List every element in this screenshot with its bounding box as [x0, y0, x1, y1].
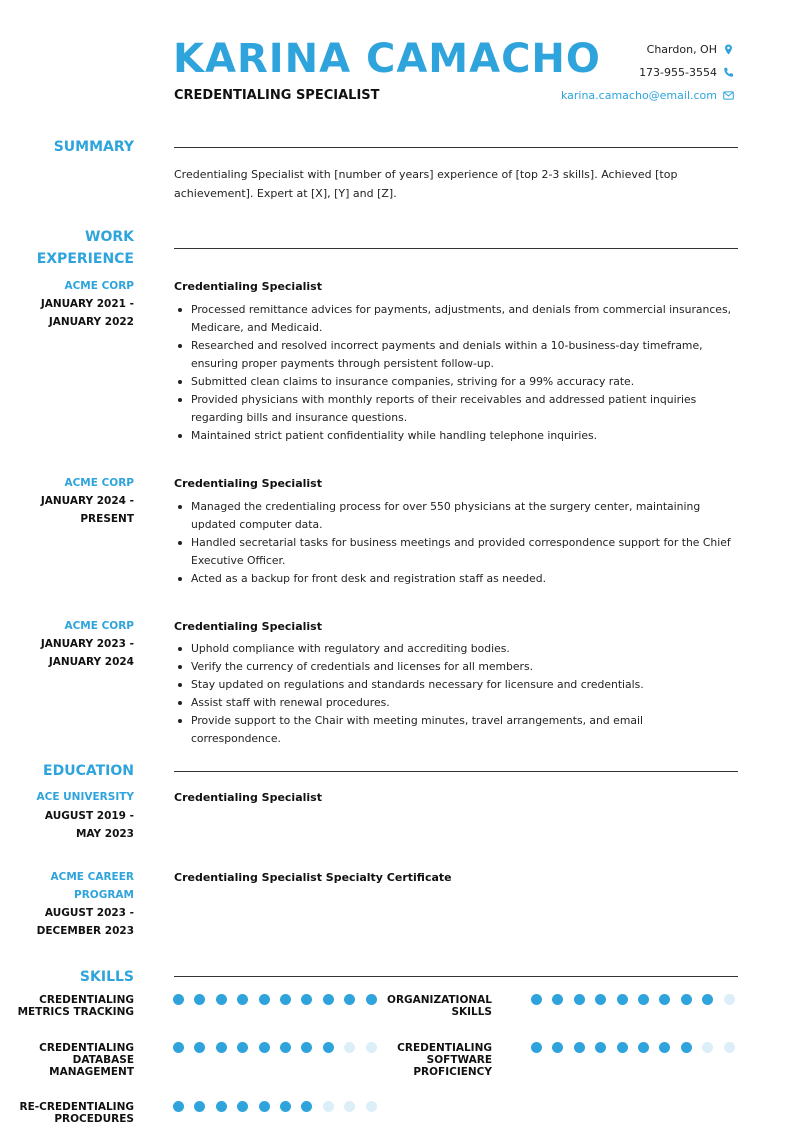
edu-degree: Credentialing Specialist — [174, 791, 322, 804]
skill-name-line: CREDENTIALING — [39, 994, 134, 1006]
rating-dot-filled — [216, 994, 227, 1005]
skill-rating — [531, 1042, 735, 1053]
job-date-end: PRESENT — [80, 513, 134, 525]
job-company: ACME CORP — [64, 280, 134, 292]
rating-dot-filled — [344, 994, 355, 1005]
rating-dot-filled — [280, 994, 291, 1005]
rating-dot-filled — [659, 994, 670, 1005]
skill-name-line: CREDENTIALING — [397, 1042, 492, 1054]
skill-name — [372, 994, 492, 1018]
rating-dot-filled — [259, 1042, 270, 1053]
education-heading: EDUCATION — [43, 763, 134, 779]
rating-dot-filled — [237, 1101, 248, 1112]
skills-heading: SKILLS — [79, 969, 134, 985]
rating-dot-filled — [681, 1042, 692, 1053]
list-item: Assist staff with renewal procedures. — [174, 694, 734, 712]
rating-dot-filled — [259, 994, 270, 1005]
job-date-start: JANUARY 2021 - — [40, 298, 134, 310]
contact-location — [647, 43, 734, 56]
rating-dot-empty — [702, 1042, 713, 1053]
edu-school-line1: ACME CAREER — [50, 871, 134, 883]
skill-name — [14, 1101, 134, 1125]
skill-name — [372, 1042, 492, 1078]
rating-dot-filled — [323, 1042, 334, 1053]
job-title: Credentialing Specialist — [174, 280, 322, 293]
experience-divider — [174, 248, 738, 249]
list-item: Managed the credentialing process for over 550 physicians at the surgery center, maintaining updated computer data. — [174, 498, 734, 534]
rating-dot-filled — [323, 994, 334, 1005]
list-item: Acted as a backup for front desk and registration staff as needed. — [174, 570, 734, 588]
summary-heading: SUMMARY — [53, 139, 134, 155]
summary-divider — [174, 147, 738, 148]
skill-name — [14, 1042, 134, 1078]
rating-dot-filled — [301, 994, 312, 1005]
list-item: Stay updated on regulations and standards necessary for licensure and credentials. — [174, 676, 734, 694]
skill-rating — [531, 994, 735, 1005]
candidate-role: CREDENTIALING SPECIALIST — [174, 88, 380, 103]
skill-name-line: SOFTWARE — [426, 1054, 492, 1066]
rating-dot-filled — [552, 994, 563, 1005]
rating-dot-empty — [323, 1101, 334, 1112]
job-bullets — [174, 498, 734, 588]
rating-dot-filled — [617, 1042, 628, 1053]
skill-name-line: SKILLS — [451, 1006, 492, 1018]
edu-school — [24, 868, 134, 904]
rating-dot-filled — [531, 1042, 542, 1053]
rating-dot-filled — [574, 994, 585, 1005]
candidate-name: KARINA CAMACHO — [173, 36, 601, 82]
rating-dot-filled — [259, 1101, 270, 1112]
rating-dot-filled — [301, 1101, 312, 1112]
list-item: Verify the currency of credentials and licenses for all members. — [174, 658, 734, 676]
rating-dot-filled — [280, 1042, 291, 1053]
rating-dot-filled — [173, 994, 184, 1005]
email-link[interactable]: karina.camacho@email.com — [560, 89, 717, 102]
rating-dot-filled — [531, 994, 542, 1005]
edu-date-start: AUGUST 2023 - — [44, 907, 134, 919]
edu-dates — [24, 807, 134, 843]
job-date-start: JANUARY 2024 - — [40, 495, 134, 507]
experience-heading-line2: EXPERIENCE — [36, 251, 134, 267]
list-item: Provide support to the Chair with meeting minutes, travel arrangements, and email correspondence. — [174, 712, 734, 748]
job-dates — [24, 635, 134, 671]
rating-dot-filled — [173, 1101, 184, 1112]
edu-degree: Credentialing Specialist Specialty Certificate — [174, 871, 452, 884]
list-item: Submitted clean claims to insurance companies, striving for a 99% accuracy rate. — [174, 373, 734, 391]
skill-name-line: CREDENTIALING — [39, 1042, 134, 1054]
rating-dot-empty — [724, 994, 735, 1005]
rating-dot-filled — [595, 1042, 606, 1053]
rating-dot-empty — [344, 1042, 355, 1053]
phone-icon — [723, 67, 734, 78]
list-item: Provided physicians with monthly reports of their receivables and addressed patient inquiries regarding bills and insurance questions. — [174, 391, 734, 427]
job-dates — [24, 492, 134, 528]
rating-dot-filled — [659, 1042, 670, 1053]
job-bullets — [174, 640, 734, 748]
job-date-end: JANUARY 2024 — [48, 656, 134, 668]
contact-phone — [639, 66, 734, 79]
rating-dot-filled — [194, 1042, 205, 1053]
education-divider — [174, 771, 738, 772]
rating-dot-empty — [724, 1042, 735, 1053]
rating-dot-filled — [681, 994, 692, 1005]
rating-dot-filled — [595, 994, 606, 1005]
list-item: Handled secretarial tasks for business meetings and provided correspondence support for the Chief Executive Officer. — [174, 534, 734, 570]
skill-name-line: DATABASE — [72, 1054, 134, 1066]
list-item: Processed remittance advices for payments, adjustments, and denials from commercial insurances, Medicare, and Medicaid. — [174, 301, 734, 337]
rating-dot-filled — [552, 1042, 563, 1053]
skill-rating — [173, 1101, 377, 1112]
list-item: Maintained strict patient confidentiality while handling telephone inquiries. — [174, 427, 734, 445]
rating-dot-filled — [301, 1042, 312, 1053]
rating-dot-filled — [194, 994, 205, 1005]
skill-rating — [173, 994, 377, 1005]
list-item: Uphold compliance with regulatory and accrediting bodies. — [174, 640, 734, 658]
edu-dates — [24, 904, 134, 940]
job-dates — [24, 295, 134, 331]
rating-dot-empty — [344, 1101, 355, 1112]
job-date-end: JANUARY 2022 — [48, 316, 134, 328]
skill-name-line: MANAGEMENT — [49, 1066, 134, 1078]
job-date-start: JANUARY 2023 - — [40, 638, 134, 650]
experience-heading-line1: WORK — [85, 229, 134, 245]
edu-school-line2: PROGRAM — [74, 889, 134, 901]
contact-email[interactable] — [561, 89, 734, 102]
rating-dot-filled — [574, 1042, 585, 1053]
edu-date-start: AUGUST 2019 - — [44, 810, 134, 822]
rating-dot-filled — [702, 994, 713, 1005]
rating-dot-empty — [366, 1101, 377, 1112]
rating-dot-filled — [617, 994, 628, 1005]
job-title: Credentialing Specialist — [174, 620, 322, 633]
location-text: Chardon, OH — [646, 43, 717, 56]
summary-text: Credentialing Specialist with [number of years] experience of [top 2-3 skills]. Achieved [top achievement]. Expert at [X], [Y] and [Z]. — [174, 168, 678, 200]
map-pin-icon — [723, 44, 734, 55]
job-company: ACME CORP — [64, 620, 134, 632]
edu-date-end: MAY 2023 — [75, 828, 134, 840]
experience-heading — [37, 226, 134, 270]
envelope-icon — [723, 90, 734, 101]
skill-rating — [173, 1042, 377, 1053]
rating-dot-filled — [173, 1042, 184, 1053]
rating-dot-filled — [280, 1101, 291, 1112]
list-item: Researched and resolved incorrect payments and denials within a 10-business-day timeframe, ensuring proper payments through persistent follow-up. — [174, 337, 734, 373]
rating-dot-filled — [216, 1042, 227, 1053]
job-title: Credentialing Specialist — [174, 477, 322, 490]
skill-name-line: PROFICIENCY — [413, 1066, 492, 1078]
job-bullets — [174, 301, 734, 445]
skill-name-line: ORGANIZATIONAL — [387, 994, 492, 1006]
rating-dot-filled — [638, 994, 649, 1005]
skills-divider — [174, 976, 738, 977]
skill-name — [14, 994, 134, 1018]
skill-name-line: PROCEDURES — [54, 1113, 134, 1125]
phone-text: 173-955-3554 — [639, 66, 717, 79]
skill-name-line: RE-CREDENTIALING — [19, 1101, 134, 1113]
rating-dot-filled — [638, 1042, 649, 1053]
job-company: ACME CORP — [64, 477, 134, 489]
rating-dot-filled — [194, 1101, 205, 1112]
rating-dot-filled — [216, 1101, 227, 1112]
edu-school: ACE UNIVERSITY — [36, 791, 134, 803]
skill-name-line: METRICS TRACKING — [17, 1006, 134, 1018]
rating-dot-filled — [237, 994, 248, 1005]
edu-date-end: DECEMBER 2023 — [36, 925, 134, 937]
rating-dot-filled — [237, 1042, 248, 1053]
